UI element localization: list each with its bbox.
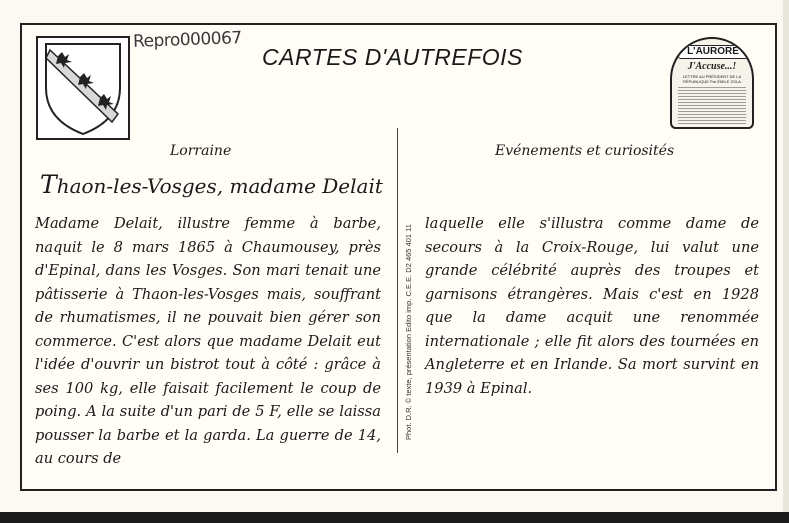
stamp-newspaper-name: L'AURORE: [678, 45, 748, 59]
series-title: CARTES D'AUTREFOIS: [262, 44, 523, 70]
stamp-headline: J'Accuse...!: [687, 61, 737, 72]
title-initial: T: [40, 170, 57, 199]
handwritten-reference: Repro000067: [132, 28, 243, 52]
category-label: Evénements et curiosités: [495, 143, 675, 159]
stamp-box: [670, 37, 754, 129]
article-text-right: laquelle elle s'illustra comme dame de secours à la Croix-Rouge, lui valut une grande célébrité auprès des troupes et garnisons étrangères. Mais c'est en 1928 que la dame acquit une renommée internationale ; elle fit alors des tournées en Angleterre et en Irlande. Sa mort survint en 1939 à Epinal.: [425, 215, 759, 397]
scan-bottom-band: [0, 512, 789, 523]
stamp-text-lines: [678, 87, 746, 125]
article-text-left: Madame Delait, illustre femme à barbe, naquit le 8 mars 1865 à Chaumousey, près d'Epinal, dans les Vosges. Son mari tenait une pâtisserie à Thaon-les-Vosges mais, souffrant de rhumatismes, il ne pouvait bien gérer son commerce. C'est alors que madame Delait eut l'idée d'ouvrir un bistrot tout à côté : grâce à ses 100 kg, elle faisait facilement le coup de poing. A la suite d'un pari de 5 F, elle se laissa pousser la barbe et la garda. La guerre de 14, au cours de: [35, 215, 381, 467]
article-column-left: [35, 212, 381, 471]
region-label: Lorraine: [170, 143, 232, 159]
photo-credit: Phot. D.R. © texte, présentation Edito imp. C.E.E. D2 465 401 11: [404, 224, 413, 440]
stamp-subline: LETTRE AU PRÉSIDENT DE LA RÉPUBLIQUE Par ÉMILE ZOLA: [682, 74, 742, 84]
article-column-right: [425, 212, 759, 400]
vertical-divider: [397, 128, 398, 453]
article-title: [40, 170, 383, 199]
scan-edge: [783, 0, 789, 523]
lorraine-coat-of-arms-icon: [36, 36, 130, 140]
title-rest: haon-les-Vosges, madame Delait: [56, 174, 383, 198]
